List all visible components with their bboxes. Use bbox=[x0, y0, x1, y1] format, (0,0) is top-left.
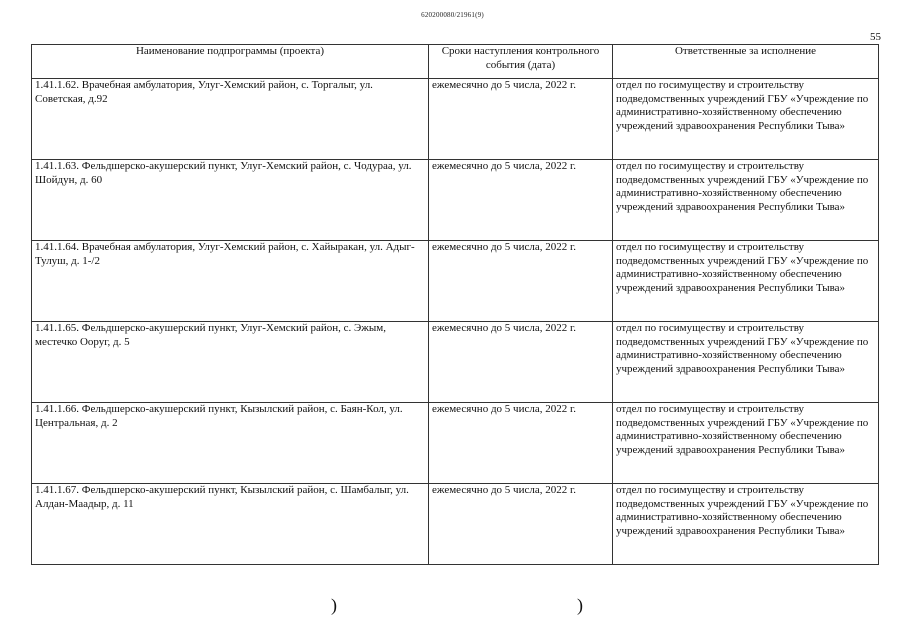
table-header-row bbox=[32, 45, 879, 79]
column-header-responsible: Ответственные за исполнение bbox=[613, 45, 879, 79]
table-row bbox=[32, 484, 879, 565]
table-row bbox=[32, 403, 879, 484]
row-name: 1.41.1.64. Врачебная амбулатория, Улуг-Хемский район, с. Хайыракан, ул. Адыг-Тулуш, д. 1-/2 bbox=[32, 241, 429, 322]
row-deadline: ежемесячно до 5 числа, 2022 г. bbox=[429, 79, 613, 160]
row-deadline: ежемесячно до 5 числа, 2022 г. bbox=[429, 322, 613, 403]
row-responsible: отдел по госимуществу и строительству подведомственных учреждений ГБУ «Учреждение по административно-хозяйственному обеспечению учреждений здравоохранения Республики Тыва» bbox=[613, 241, 879, 322]
row-responsible: отдел по госимуществу и строительству подведомственных учреждений ГБУ «Учреждение по административно-хозяйственному обеспечению учреждений здравоохранения Республики Тыва» bbox=[613, 79, 879, 160]
page-number: 55 bbox=[870, 31, 881, 43]
row-responsible: отдел по госимуществу и строительству подведомственных учреждений ГБУ «Учреждение по административно-хозяйственному обеспечению учреждений здравоохранения Республики Тыва» bbox=[613, 403, 879, 484]
row-responsible: отдел по госимуществу и строительству подведомственных учреждений ГБУ «Учреждение по административно-хозяйственному обеспечению учреждений здравоохранения Республики Тыва» bbox=[613, 160, 879, 241]
row-name: 1.41.1.67. Фельдшерско-акушерский пункт, Кызылский район, с. Шамбалыг, ул. Алдан-Маадыр, д. 11 bbox=[32, 484, 429, 565]
row-responsible: отдел по госимуществу и строительству подведомственных учреждений ГБУ «Учреждение по административно-хозяйственному обеспечению учреждений здравоохранения Республики Тыва» bbox=[613, 484, 879, 565]
row-deadline: ежемесячно до 5 числа, 2022 г. bbox=[429, 241, 613, 322]
row-name: 1.41.1.62. Врачебная амбулатория, Улуг-Хемский район, с. Торгалыг, ул. Советская, д.92 bbox=[32, 79, 429, 160]
scan-mark-right: ) bbox=[577, 595, 583, 615]
column-header-name: Наименование подпрограммы (проекта) bbox=[32, 45, 429, 79]
row-name: 1.41.1.65. Фельдшерско-акушерский пункт, Улуг-Хемский район, с. Эжым, местечко Ооруг, д. 5 bbox=[32, 322, 429, 403]
table-row bbox=[32, 241, 879, 322]
table-row bbox=[32, 79, 879, 160]
table-row bbox=[32, 160, 879, 241]
scan-mark-left: ) bbox=[331, 595, 337, 615]
column-header-deadline: Сроки наступления контрольного события (дата) bbox=[429, 45, 613, 79]
events-table bbox=[31, 44, 879, 565]
row-deadline: ежемесячно до 5 числа, 2022 г. bbox=[429, 160, 613, 241]
row-responsible: отдел по госимуществу и строительству подведомственных учреждений ГБУ «Учреждение по административно-хозяйственному обеспечению учреждений здравоохранения Республики Тыва» bbox=[613, 322, 879, 403]
row-deadline: ежемесячно до 5 числа, 2022 г. bbox=[429, 403, 613, 484]
document-id: 620200080/21961(9) bbox=[421, 11, 484, 19]
table-row bbox=[32, 322, 879, 403]
row-name: 1.41.1.63. Фельдшерско-акушерский пункт, Улуг-Хемский район, с. Чодураа, ул. Шойдун, д. 60 bbox=[32, 160, 429, 241]
row-deadline: ежемесячно до 5 числа, 2022 г. bbox=[429, 484, 613, 565]
row-name: 1.41.1.66. Фельдшерско-акушерский пункт, Кызылский район, с. Баян-Кол, ул. Центральная, д. 2 bbox=[32, 403, 429, 484]
